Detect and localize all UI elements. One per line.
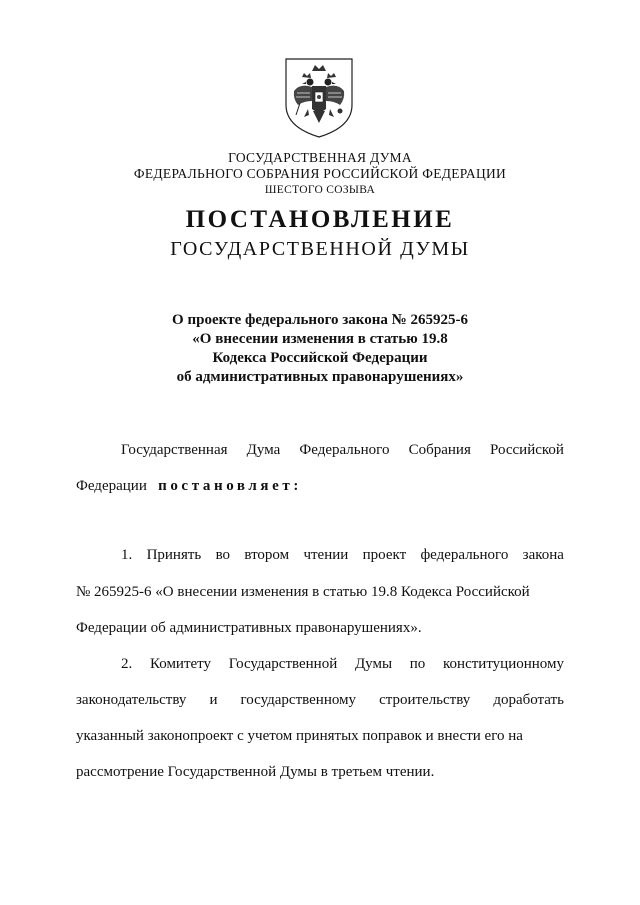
russian-coat-of-arms-icon (282, 55, 356, 139)
word: закона (522, 547, 564, 563)
org-name-line-2: ФЕДЕРАЛЬНОГО СОБРАНИЯ РОССИЙСКОЙ ФЕДЕРАЦИИ (133, 166, 507, 181)
word: федерального (420, 547, 509, 563)
word: Федерации (76, 478, 147, 494)
item-1-line-2: № 265925-6 «О внесении изменения в статью 19.8 Кодекса Российской (76, 584, 530, 600)
preamble-line-1 (76, 440, 564, 460)
item-2-line-1 (76, 654, 564, 674)
resolution-subject (0, 311, 640, 387)
word: Дума (246, 442, 281, 458)
item-1-line-1 (76, 545, 564, 565)
word: Российской (490, 442, 564, 458)
word: Государственной (228, 656, 338, 672)
item-2-line-2 (76, 690, 564, 710)
word: Федерального (299, 442, 390, 458)
word: 1. (121, 547, 133, 563)
subject-line: об административных правонарушениях» (176, 369, 464, 385)
word: втором (244, 547, 290, 563)
convocation-line: ШЕСТОГО СОЗЫВА (264, 184, 376, 196)
word: государственному (240, 692, 357, 708)
item-2-line-3: указанный законопроект с учетом принятых поправок и внести его на (76, 728, 523, 744)
item-1-line-3: Федерации об административных правонарушениях». (76, 620, 422, 636)
word: Собрания (408, 442, 471, 458)
word: 2. (121, 656, 133, 672)
item-2-line-4: рассмотрение Государственной Думы в третьем чтении. (76, 764, 435, 780)
word: Принять (146, 547, 202, 563)
org-name-line-1: ГОСУДАРСТВЕННАЯ ДУМА (228, 150, 412, 165)
word: чтении (303, 547, 349, 563)
word: по (409, 656, 426, 672)
subject-line: О проекте федерального закона № 265925-6 (172, 312, 468, 328)
preamble-line-2 (76, 476, 564, 496)
decree-word: постановляет: (158, 478, 302, 494)
word: во (215, 547, 231, 563)
word: строительству (379, 692, 471, 708)
word: Думы (354, 656, 393, 672)
word: Комитету (149, 656, 212, 672)
word: доработать (493, 692, 564, 708)
word: конституционному (443, 656, 564, 672)
subject-line: Кодекса Российской Федерации (212, 350, 428, 366)
subject-line: «О внесении изменения в статью 19.8 (192, 331, 448, 347)
word: Государственная (121, 442, 228, 458)
document-issuer-title: ГОСУДАРСТВЕННОЙ ДУМЫ (170, 238, 470, 260)
word: проект (362, 547, 407, 563)
word: законодательству (76, 692, 187, 708)
document-type-title: ПОСТАНОВЛЕНИЕ (185, 206, 455, 233)
word: и (209, 692, 218, 708)
